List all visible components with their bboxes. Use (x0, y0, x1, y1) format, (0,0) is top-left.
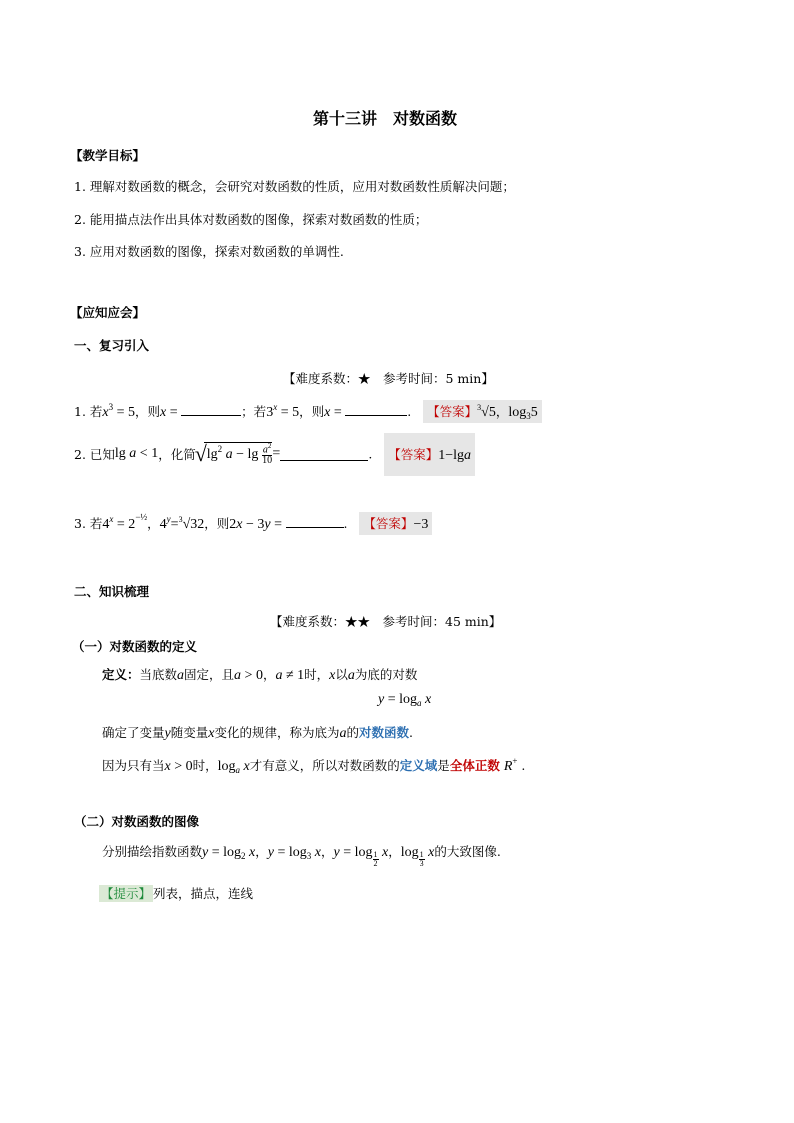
definition-line-1: 定义：当底数a固定，且a > 0，a ≠ 1时，x以a为底的对数 (102, 667, 418, 683)
answer-2: 【答案】1−lga (384, 433, 475, 476)
page-title: 第十三讲 对数函数 (313, 109, 458, 128)
knowledge-header: 二、知识梳理 (74, 584, 150, 599)
definition-formula: $y = \log_a x$ (378, 692, 432, 708)
question-1: 1. 若$x^3 = 5$，则x = ；若$3^x = 5$，则x = . 【答案】$^3$√5，$\log_35$ (74, 402, 542, 421)
definition-header: （一）对数函数的定义 (72, 639, 198, 654)
answer-3: 【答案】−3 (359, 512, 432, 535)
term-positive-numbers: 全体正数 (449, 758, 500, 773)
graph-task: 分别描绘指数函数$y = \log_2 x$，$y = \log_3 x$，y = log $_{\frac{1}{2}}$ x，log $_{\frac{1}{3}}$ x的大致图像. (102, 844, 501, 868)
answer-1: 【答案】$^3$√5，$\log_35$ (423, 400, 542, 423)
definition-line-2: 确定了变量y随变量x变化的规律，称为底为a的对数函数. (102, 725, 413, 741)
section-knowledge-header: 【应知应会】 (70, 305, 146, 320)
hint-line: 【提示】 列表，描点，连线 (101, 886, 254, 901)
question-2: 2. 已知lg a < 1，化简 √ $\lg^2 a - \lg$ $\frac{a^2}{10}$ = . 【答案】1−lga (74, 442, 475, 466)
question-3: 3. 若$4^x = 2^{-\frac{1}{2}}$，$4^y=^3√32$，则2x − 3y = . 【答案】−3 (74, 512, 432, 533)
review-difficulty: 【难度系数：★ 参考时间：5 min】 (283, 371, 494, 386)
objective-item-3: 3. 应用对数函数的图像，探索对数函数的单调性. (74, 244, 344, 259)
graph-header: （二）对数函数的图像 (74, 814, 200, 829)
objective-item-2: 2. 能用描点法作出具体对数函数的图像，探索对数函数的性质； (74, 212, 428, 227)
objectives-header: 【教学目标】 (70, 148, 146, 163)
review-header: 一、复习引入 (74, 338, 150, 353)
objective-item-1: 1. 理解对数函数的概念，会研究对数函数的性质，应用对数函数性质解决问题； (74, 179, 515, 194)
domain-line: 因为只有当x > 0时，$\log_a x$才有意义，所以对数函数的定义域是全体正数 R+ . (102, 756, 526, 775)
term-log-function: 对数函数 (359, 725, 410, 740)
knowledge-difficulty: 【难度系数：★★ 参考时间：45 min】 (270, 614, 502, 629)
hint-label: 【提示】 (101, 886, 152, 901)
term-domain: 定义域 (399, 758, 438, 773)
